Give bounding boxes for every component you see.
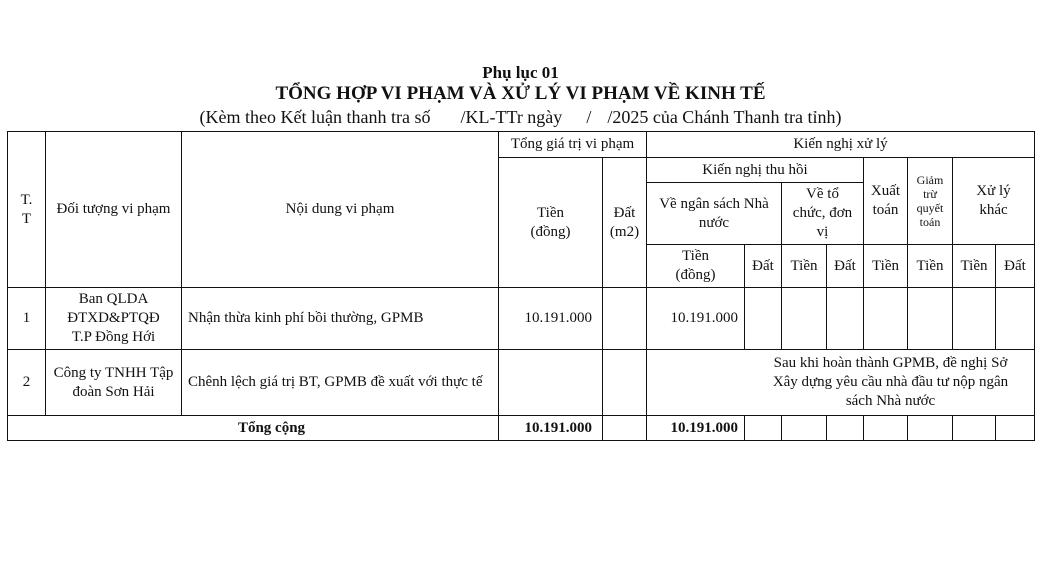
table-row xyxy=(8,350,1035,416)
row-state-money: 10.191.000 xyxy=(647,288,745,350)
row-proposal-note: Sau khi hoàn thành GPMB, đề nghị Sở Xây dựng yêu cầu nhà đầu tư nộp ngân sách Nhà nước xyxy=(647,350,1035,416)
row-stt: 2 xyxy=(8,350,46,416)
row-other-land xyxy=(996,288,1035,350)
header-total-land: Đất (m2) xyxy=(603,158,647,288)
header-recovery: Kiến nghị thu hồi xyxy=(647,158,864,183)
row-subject: Ban QLDA ĐTXD&PTQĐ T.P Đồng Hới xyxy=(46,288,182,350)
header-other-land: Đất xyxy=(996,245,1035,288)
total-org-money xyxy=(782,416,827,441)
row-subject: Công ty TNHH Tập đoàn Sơn Hải xyxy=(46,350,182,416)
total-deduction xyxy=(908,416,953,441)
header-proposal: Kiến nghị xử lý xyxy=(647,132,1035,158)
row-write-off-money xyxy=(864,288,908,350)
row-state-land xyxy=(745,288,782,350)
total-other-land xyxy=(996,416,1035,441)
row-total-land xyxy=(603,350,647,416)
header-settlement-deduction: Giảm trừ quyết toán xyxy=(908,158,953,245)
total-state-land xyxy=(745,416,782,441)
row-other-money xyxy=(953,288,996,350)
header-org-land: Đất xyxy=(827,245,864,288)
document-title: TỔNG HỢP VI PHẠM VÀ XỬ LÝ VI PHẠM VỀ KINH TẾ xyxy=(275,83,766,104)
header-other-handling: Xử lý khác xyxy=(953,158,1035,245)
total-other-money xyxy=(953,416,996,441)
header-to-organization: Về tổ chức, đơn vị xyxy=(782,183,864,245)
header-row-1 xyxy=(8,132,1035,158)
row-content: Nhận thừa kinh phí bồi thường, GPMB xyxy=(182,288,499,350)
row-stt: 1 xyxy=(8,288,46,350)
header-total-value: Tổng giá trị vi phạm xyxy=(499,132,647,158)
row-org-land xyxy=(827,288,864,350)
total-org-land xyxy=(827,416,864,441)
total-write-off xyxy=(864,416,908,441)
total-label: Tổng cộng xyxy=(8,416,499,441)
row-deduction-money xyxy=(908,288,953,350)
header-subject: Đối tượng vi phạm xyxy=(46,132,182,288)
header-other-money: Tiền xyxy=(953,245,996,288)
total-state-money: 10.191.000 xyxy=(647,416,745,441)
total-money: 10.191.000 xyxy=(499,416,603,441)
table-row xyxy=(8,288,1035,350)
header-state-money: Tiền (đồng) xyxy=(647,245,745,288)
row-content: Chênh lệch giá trị BT, GPMB đề xuất với thực tế xyxy=(182,350,499,416)
total-row xyxy=(8,416,1035,441)
row-total-money xyxy=(499,350,603,416)
total-land xyxy=(603,416,647,441)
appendix-label: Phụ lục 01 xyxy=(482,63,559,82)
row-total-land xyxy=(603,288,647,350)
document-header xyxy=(0,62,1041,128)
violations-table xyxy=(7,131,1035,441)
header-org-money: Tiền xyxy=(782,245,827,288)
header-deduction-money: Tiền xyxy=(908,245,953,288)
header-write-off-money: Tiền xyxy=(864,245,908,288)
row-org-money xyxy=(782,288,827,350)
header-total-money: Tiền (đồng) xyxy=(499,158,603,288)
document-subtitle: (Kèm theo Kết luận thanh tra số /KL-TTr ngày / /2025 của Chánh Thanh tra tỉnh) xyxy=(199,107,842,127)
header-to-state-budget: Về ngân sách Nhà nước xyxy=(647,183,782,245)
row-total-money: 10.191.000 xyxy=(499,288,603,350)
header-write-off: Xuất toán xyxy=(864,158,908,245)
header-state-land: Đất xyxy=(745,245,782,288)
header-content: Nội dung vi phạm xyxy=(182,132,499,288)
header-stt: T. T xyxy=(8,132,46,288)
